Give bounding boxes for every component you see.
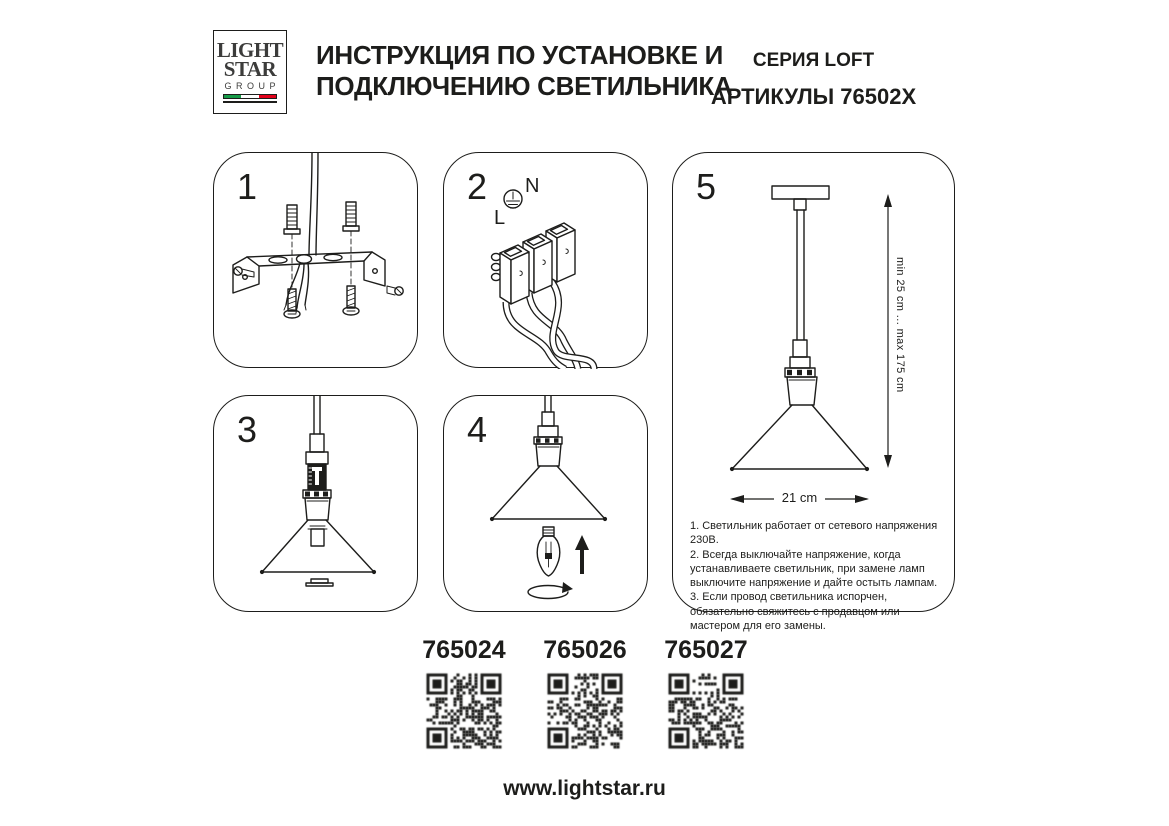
logo-word-star: STAR <box>223 56 277 81</box>
terminal-label-l: L <box>494 207 506 229</box>
article-number: 765027 <box>664 636 748 664</box>
up-arrow-icon <box>575 535 589 574</box>
article-765027 <box>650 636 762 750</box>
page-title <box>316 40 732 102</box>
article-765026 <box>529 636 641 750</box>
height-dimension-arrow <box>884 194 892 468</box>
website-url: www.lightstar.ru <box>503 777 666 800</box>
panel-2-terminal-wiring <box>443 152 648 368</box>
panel-3-shade-assembly <box>213 395 418 612</box>
width-label: 21 cm <box>732 490 867 505</box>
candle-bulb-drawing <box>537 527 560 576</box>
panel-5-dimensions <box>672 152 955 633</box>
logo-underline <box>223 101 277 103</box>
panel-number: 4 <box>467 409 488 450</box>
article-list <box>408 636 762 750</box>
italy-flag-icon <box>223 94 277 99</box>
article-number: 765026 <box>543 636 627 664</box>
note-3: 3. Если провод светильника испорчен, обязательно свяжитесь с продавцом или мастером для его замены. <box>690 591 900 633</box>
note-1: 1. Светильник работает от сетевого напряжения 230В. <box>690 520 938 547</box>
note-2: 2. Всегда выключайте напряжение, когда устанавливаете светильник, при замене ламп выключите напряжение и дайте остыть лампам. <box>690 548 938 590</box>
panel-1-bracket-mounting <box>213 152 418 368</box>
panel-number: 5 <box>696 166 717 207</box>
panel-number: 1 <box>237 166 258 207</box>
lightstar-logo <box>213 30 287 114</box>
earth-icon <box>504 190 522 208</box>
articles-label: АРТИКУЛЫ 76502X <box>710 84 917 109</box>
logo-word-group: GROUP <box>224 80 280 91</box>
article-765024 <box>408 636 520 750</box>
safety-notes <box>690 519 948 633</box>
height-range-label: min 25 cm ... max 175 cm <box>894 257 906 393</box>
terminal-label-n: N <box>525 175 540 197</box>
series-label: СЕРИЯ LOFT <box>752 50 875 71</box>
qr-code <box>667 672 745 750</box>
rotate-arrow-icon <box>528 582 573 599</box>
qr-code <box>425 672 503 750</box>
logo-word-light: LIGHT <box>216 38 284 63</box>
qr-code <box>546 672 624 750</box>
page-title-line1: ИНСТРУКЦИЯ ПО УСТАНОВКЕ И <box>316 40 723 70</box>
article-number: 765024 <box>422 636 506 664</box>
page-title-line2: ПОДКЛЮЧЕНИЮ СВЕТИЛЬНИКА <box>316 71 733 101</box>
panel-4-bulb-installation <box>443 395 648 612</box>
panel-number: 2 <box>467 166 488 207</box>
panel-number: 3 <box>237 409 258 450</box>
